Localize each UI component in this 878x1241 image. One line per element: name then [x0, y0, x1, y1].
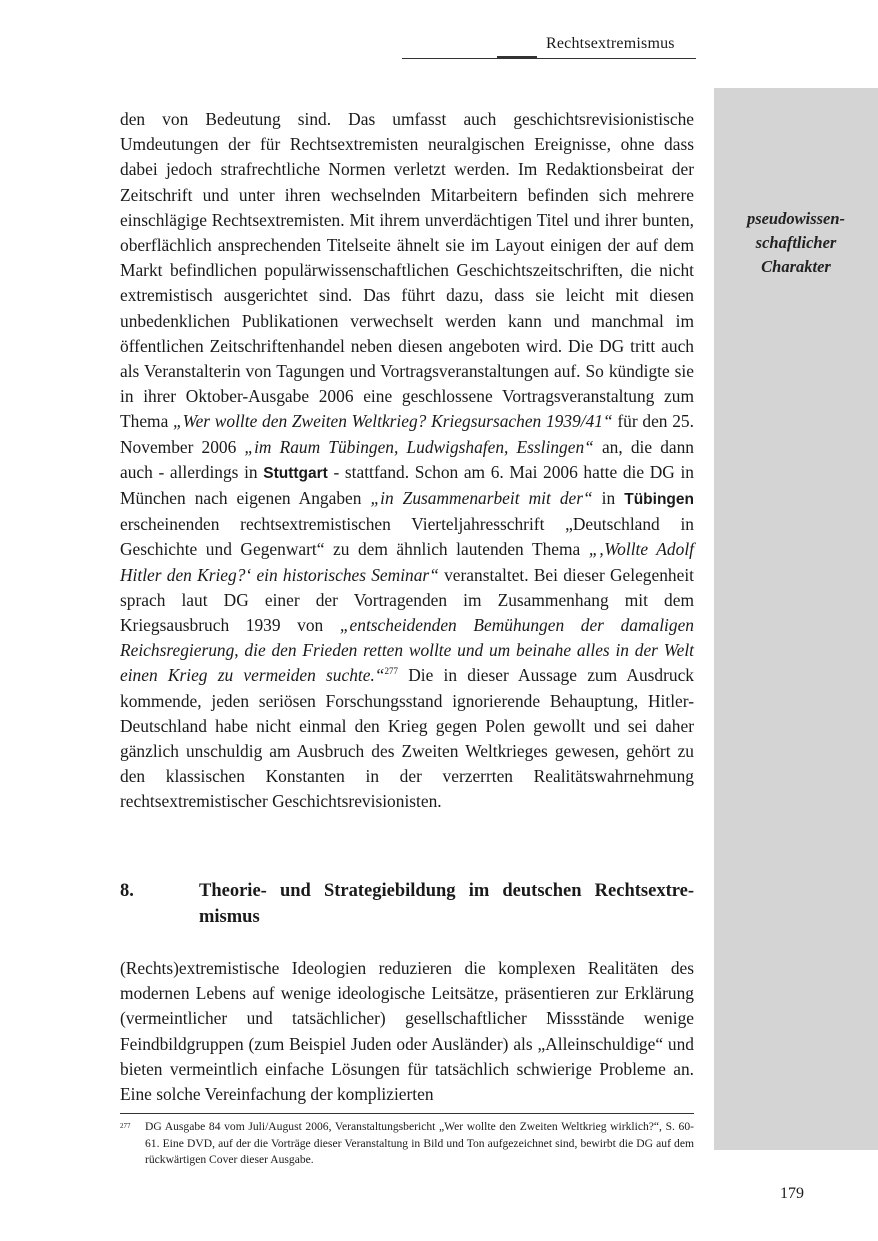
margin-note	[714, 207, 878, 279]
quote-italic: „entscheidenden Bemühungen der damaligen Reichsregierung, die den Frieden retten wollte und um beinahe alles in der Welt einen Krieg zu vermeiden suchte.“	[120, 615, 694, 686]
quote-italic: „Wer wollte den Zweiten Weltkrieg? Kriegsursachen 1939/41“	[173, 411, 613, 432]
margin-note-line: pseudowissen-	[746, 209, 846, 228]
section-title: Theorie- und Strategiebildung im deutschen Rechtsextremismus	[199, 881, 694, 927]
place-name-stuttgart: Stuttgart	[263, 464, 328, 482]
section-number: 8.	[120, 881, 134, 901]
text-run: Die in dieser Aussage zum Ausdruck kommende, jeden seriösen Forschungsstand ignorierende Behauptung, Hitler-Deutschland habe nicht einmal den Krieg gegen Polen gewollt und sei daher gänzlich unschuldig am Ausbruch des Zweiten Weltkrieges gewesen, gehört zu den klassischen Konstanten in der verzerrten Realitätswahrnehmung rechtsextremistischer Geschichtsrevisionisten.	[120, 665, 695, 812]
footnote	[120, 1119, 694, 1169]
main-text	[120, 107, 694, 815]
section-heading	[120, 878, 694, 930]
text-run: - stattfand. Schon am 6. Mai 2006 hatte die DG in München nach eigenen Angaben	[120, 461, 695, 509]
quote-italic: „‚Wollte Adolf Hitler den Krieg?‘ ein historisches Seminar“	[120, 539, 694, 585]
footnote-text: DG Ausgabe 84 vom Juli/August 2006, Veranstaltungsbericht „Wer wollte den Zweiten Weltkrieg wirklich?“, S. 60-61. Eine DVD, auf der die Vorträge dieser Veranstaltung in Bild und Ton aufgezeichnet sind, bewirbt die DG auf dem rückwärtigen Cover dieser Ausgabe.	[145, 1120, 694, 1166]
body-paragraph	[120, 107, 694, 815]
header-rule-accent	[497, 56, 537, 58]
text-run: erscheinenden rechtsextremistischen Vierteljahresschrift „Deutschland in Geschichte und Gegenwart“ zu dem ähnlich lautenden Thema	[120, 514, 694, 560]
text-run: an, die dann auch - allerdings in	[120, 436, 694, 482]
quote-italic: „im Raum Tübingen, Ludwigshafen, Esslingen“	[244, 436, 594, 457]
running-header: Rechtsextremismus	[546, 35, 675, 52]
text-run: in	[592, 488, 625, 509]
text-run: den von Bedeutung sind. Das umfasst auch geschichtsrevisionistische Umdeutungen der für Rechtsextremisten neuralgischen Ereignisse, ohne dass dabei jedoch strafrechtliche Normen verletzt werden. Im Redaktionsbeirat der Zeitschrift und unter ihren wechselnden Mitarbeitern befinden sich mehrere einschlägige Rechtsextremisten. Mit ihrem unverdächtigen Titel und ihrer bunten, oberflächlich ansprechenden Titelseite ähnelt sie im Layout einigen der auf dem Markt befindlichen populärwissenschaftlichen Geschichtszeitschriften, die nicht extremistisch ausgerichtet sind. Das führt dazu, dass sie leicht mit diesen unbedenklichen Publikationen verwechselt werden kann und manchmal im öffentlichen Zeitschriftenhandel neben diesen angeboten wird. Die DG tritt auch als Veranstalterin von Tagungen und Vortragsveranstaltungen auf. So kündigte sie in ihrer Oktober-Ausgabe 2006 eine geschlossene Vortragsveranstaltung zum Thema	[120, 109, 694, 432]
text-run: veranstaltet. Bei dieser Gelegenheit sprach laut DG einer der Vortragenden im Zusammenhang mit dem Kriegsausbruch 1939 von	[120, 564, 694, 636]
margin-note-line: schaftlicher	[755, 233, 837, 252]
page-number: 179	[780, 1185, 804, 1202]
body-paragraph: (Rechts)extremistische Ideologien reduzieren die komplexen Realitäten des modernen Lebens auf wenige ideologische Leitsätze, präsentieren zur Erklärung (vermeintlicher und tatsächlicher) gesellschaftlicher Missstände wenige Feindbildgruppen (zum Beispiel Juden oder Ausländer) als „Alleinschuldige“ und bieten vermeintlich einfache Lösungen für tatsächlich schwierige Probleme an. Eine solche Vereinfachung der komplizierten	[120, 958, 694, 1105]
text-run: für den 25. November 2006	[120, 411, 694, 457]
footnote-number: 277	[120, 1122, 131, 1130]
margin-note-line: Charakter	[761, 257, 831, 276]
footnote-reference[interactable]: 277	[384, 666, 398, 677]
header-rule	[402, 58, 696, 59]
place-name-tuebingen: Tübingen	[624, 491, 694, 509]
footnote-rule	[120, 1113, 694, 1114]
quote-italic: „in Zusammenarbeit mit der“	[370, 488, 593, 509]
